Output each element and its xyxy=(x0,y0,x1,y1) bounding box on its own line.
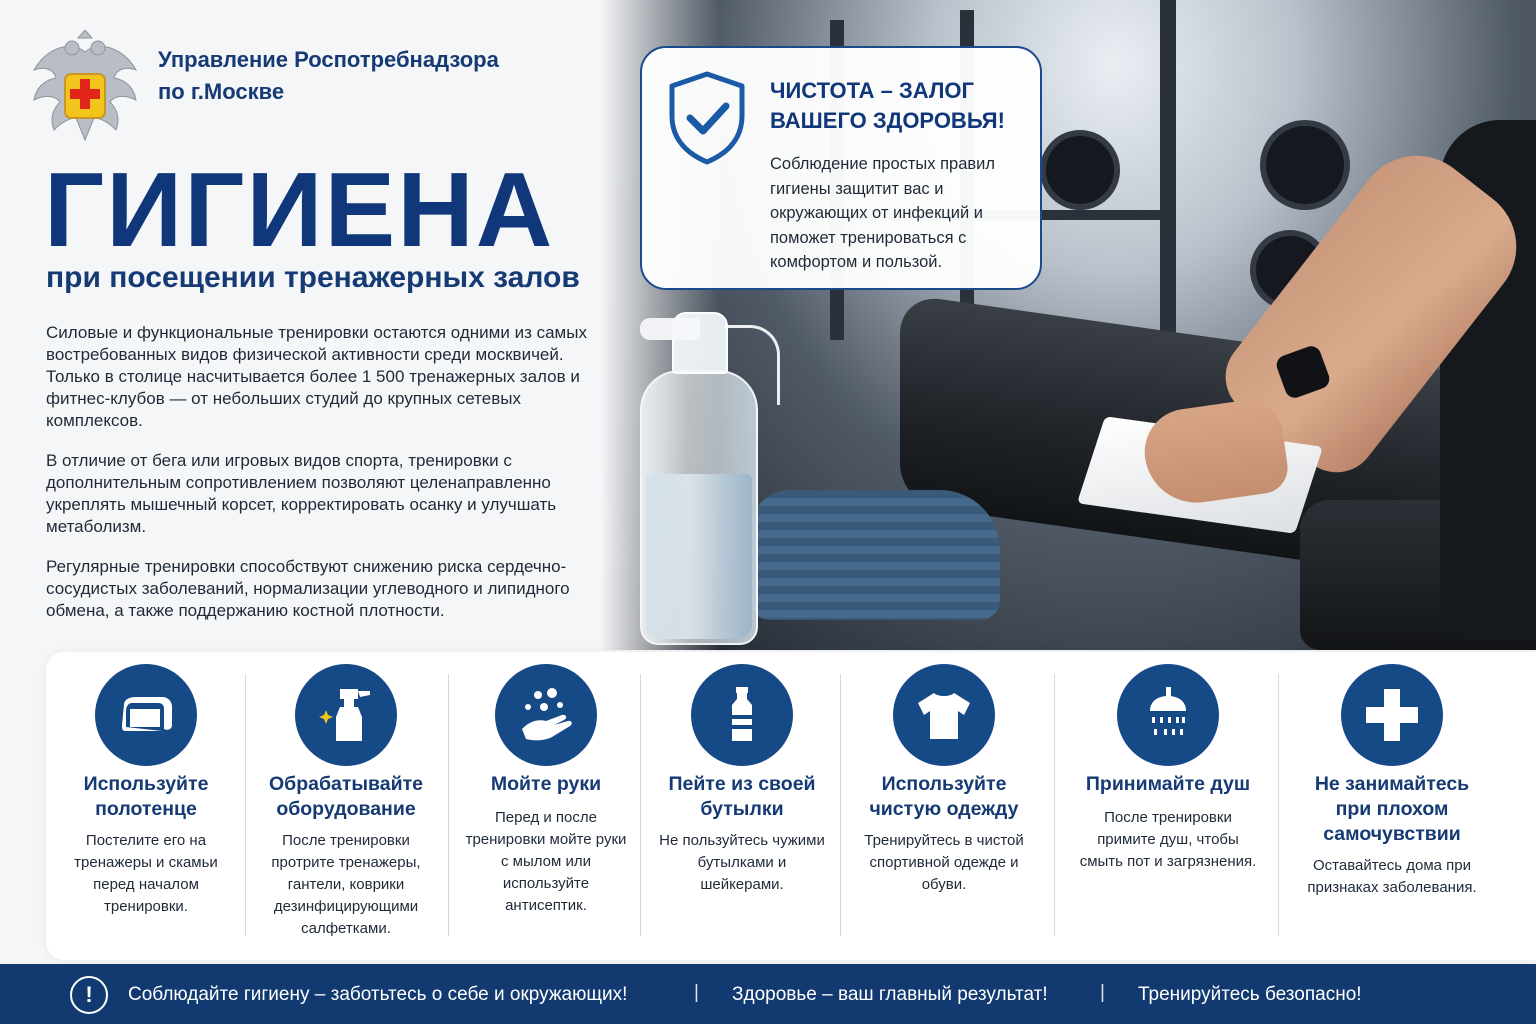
tip-wash-hands xyxy=(460,652,632,960)
tip-title-line: бутылки xyxy=(700,798,784,820)
exclamation-icon: ! xyxy=(70,976,108,1014)
tip-description: После тренировки протрите тренажеры, гантели, коврики дезинфицирующими салфетками. xyxy=(271,832,421,937)
footer-banner xyxy=(0,964,1536,1024)
tip-title xyxy=(60,772,232,822)
tip-title-line: при плохом xyxy=(1335,798,1449,820)
organization-name xyxy=(158,44,499,108)
callout-body: Соблюдение простых правил гигиены защитит вас и окружающих от инфекций и поможет тренироваться с комфортом и пользой. xyxy=(770,155,996,271)
shield-check-icon xyxy=(666,70,748,166)
callout-card xyxy=(640,46,1042,290)
footer-separator: | xyxy=(1100,982,1105,1003)
org-line-2: по г.Москве xyxy=(158,79,285,104)
tip-title-line: Обрабатывайте xyxy=(268,773,424,795)
tip-title-line: оборудование xyxy=(276,798,416,820)
tip-description: Оставайтесь дома при признаках заболевания. xyxy=(1307,857,1477,896)
callout-heading-line-1: ЧИСТОТА – ЗАЛОГ xyxy=(770,78,974,103)
tip-title-line: самочувствии xyxy=(1323,823,1461,845)
divider xyxy=(245,674,246,936)
tips-panel xyxy=(46,652,1536,960)
tip-shower xyxy=(1076,652,1260,960)
intro-paragraph-1: Силовые и функциональные тренировки остаются одними из самых востребованных видов физической активности среди москвичей. Только в столице насчитывается более 1 500 тренажерных залов и фитнес-клубов — от небольших студий до крупных сетевых комплексов. xyxy=(46,323,587,430)
water-bottle-icon xyxy=(691,664,793,766)
tip-title-line: Используйте xyxy=(881,773,1007,795)
footer-separator: | xyxy=(694,982,699,1003)
tip-disinfect xyxy=(258,652,434,960)
org-line-1: Управление Роспотребнадзора xyxy=(158,47,499,72)
weight-plate xyxy=(1040,130,1120,210)
tip-title-line: Принимайте душ xyxy=(1085,773,1251,795)
tip-description: Тренируйтесь в чистой спортивной одежде и обуви. xyxy=(864,832,1024,893)
tip-description: Не пользуйтесь чужими бутылками и шейкерами. xyxy=(659,832,825,893)
tip-title-line: полотенце xyxy=(95,798,197,820)
tip-title xyxy=(258,772,434,822)
tip-title xyxy=(460,772,632,797)
page-title: ГИГИЕНА xyxy=(44,151,555,269)
tip-stay-home xyxy=(1302,652,1482,960)
tip-clean-clothes xyxy=(858,652,1030,960)
rack-post xyxy=(1160,0,1176,360)
tip-title-line: Используйте xyxy=(83,773,209,795)
callout-heading xyxy=(770,76,1030,136)
tip-title-line: Не занимайтесь xyxy=(1314,773,1470,795)
medical-cross-icon xyxy=(1341,664,1443,766)
tshirt-icon xyxy=(893,664,995,766)
tip-towel xyxy=(60,652,232,960)
page-subtitle: при посещении тренажерных залов xyxy=(46,261,580,294)
tip-description: Постелите его на тренажеры и скамьи перед началом тренировки. xyxy=(74,832,218,915)
shower-icon xyxy=(1117,664,1219,766)
footer-message-3: Тренируйтесь безопасно! xyxy=(1138,984,1362,1005)
tip-title xyxy=(656,772,828,822)
spray-trigger xyxy=(725,325,780,405)
footer-message-1: Соблюдайте гигиену – заботьтесь о себе и окружающих! xyxy=(128,984,628,1005)
tip-title xyxy=(1076,772,1260,797)
intro-paragraph-2: В отличие от бега или игровых видов спорта, тренировки с дополнительным сопротивлением позволяют целенаправленно укреплять мышечный корсет, корректировать осанку и улучшать метаболизм. xyxy=(46,451,557,536)
callout-heading-line-2: ВАШЕГО ЗДОРОВЬЯ! xyxy=(770,108,1005,133)
towel-icon xyxy=(95,664,197,766)
spray-bottle-icon xyxy=(295,664,397,766)
divider xyxy=(640,674,641,936)
tip-own-bottle xyxy=(656,652,828,960)
divider xyxy=(840,674,841,936)
divider xyxy=(448,674,449,936)
weight-plate xyxy=(1260,120,1350,210)
tip-description: Перед и после тренировки мойте руки с мылом или используйте антисептик. xyxy=(465,809,627,914)
tip-title-line: Пейте из своей xyxy=(668,773,816,795)
tip-title-line: Мойте руки xyxy=(490,773,602,795)
tip-title xyxy=(858,772,1030,822)
emblem-logo xyxy=(26,30,144,150)
folded-towel xyxy=(750,490,1000,620)
divider xyxy=(1054,674,1055,936)
tip-description: После тренировки примите душ, чтобы смыть пот и загрязнения. xyxy=(1079,809,1257,870)
tip-title xyxy=(1302,772,1482,847)
tip-title-line: чистую одежду xyxy=(869,798,1019,820)
divider xyxy=(1278,674,1279,936)
footer-message-2: Здоровье – ваш главный результат! xyxy=(732,984,1048,1005)
intro-paragraph-3: Регулярные тренировки способствуют снижению риска сердечно-сосудистых заболеваний, нормализации углеводного и липидного обмена, а также поддержанию костной плотности. xyxy=(46,557,570,620)
hand-wash-icon xyxy=(495,664,597,766)
